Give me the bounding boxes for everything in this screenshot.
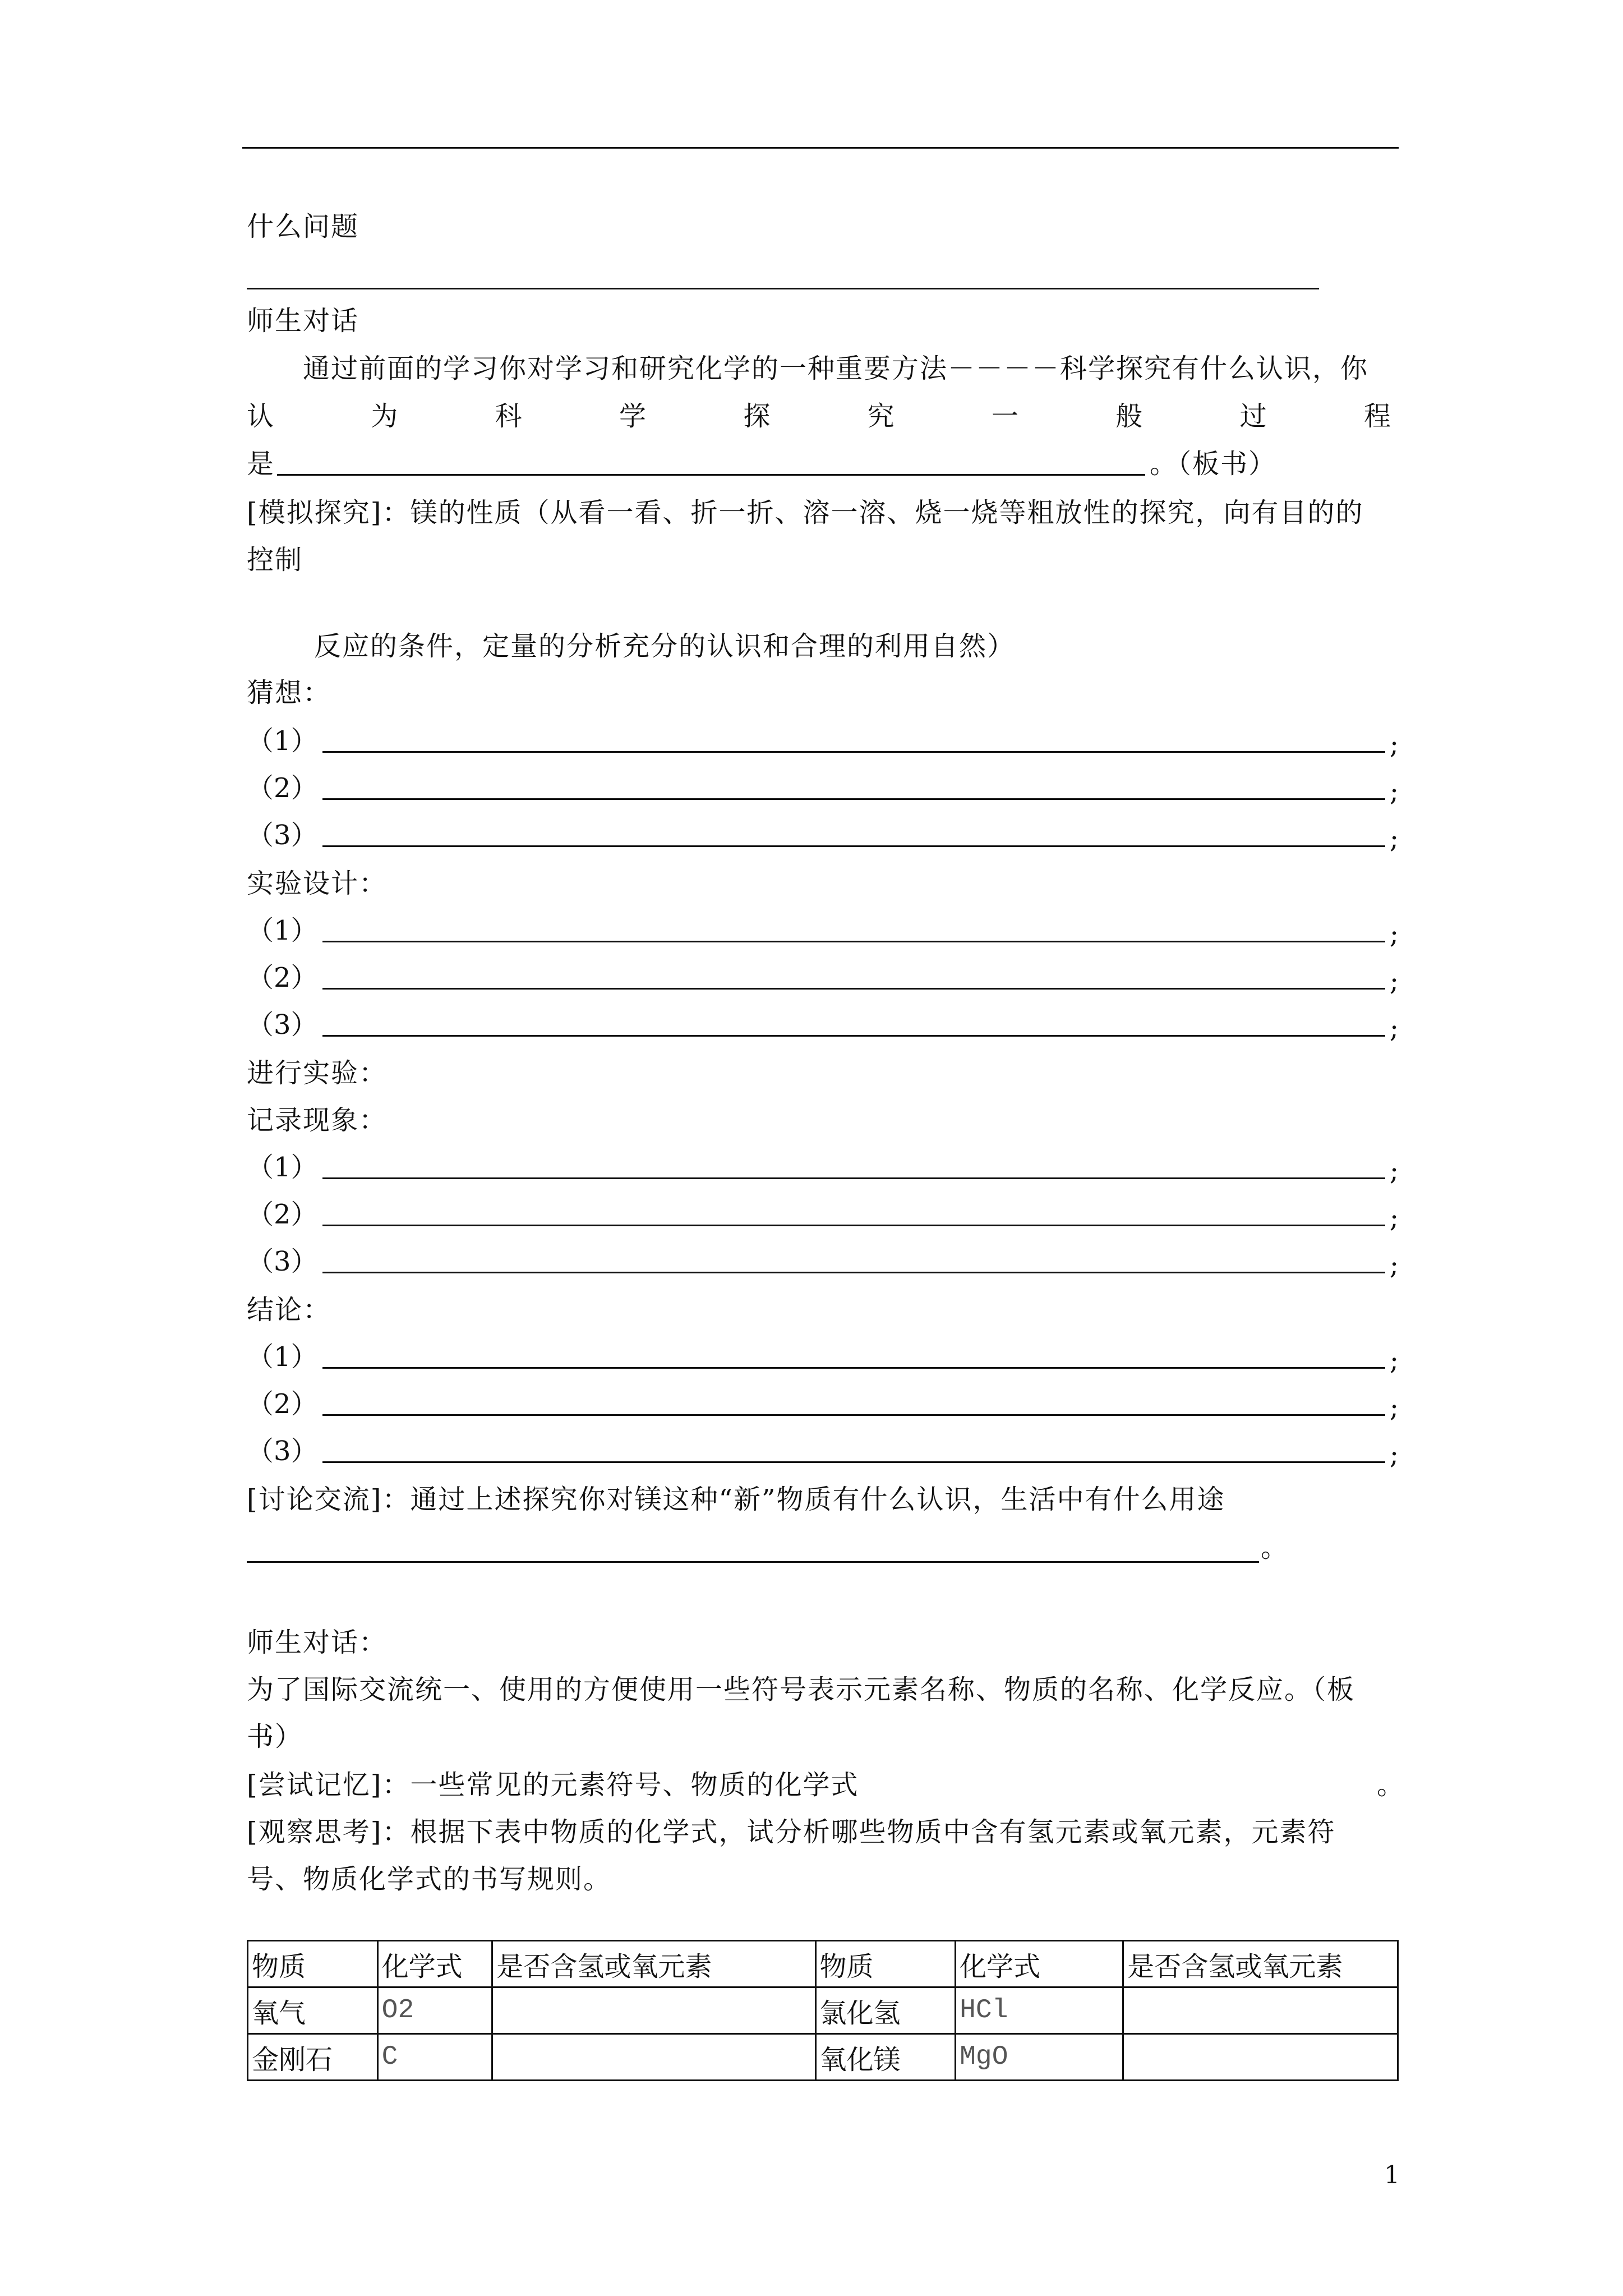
item-number: （3）	[247, 1246, 318, 1277]
item-number: （1）	[247, 1152, 318, 1183]
dialog-end-suffix: 。（板书）	[1150, 448, 1277, 480]
table-cell: C	[377, 2034, 492, 2081]
guess-item-3	[247, 817, 1399, 853]
dialog2-line1: 为了国际交流统一、使用的方便使用一些符号表示元素名称、物质的名称、化学反应。（板	[247, 1674, 1355, 1705]
table-row	[248, 1987, 1398, 2034]
record-item-3	[247, 1244, 1399, 1280]
simulated-inquiry-line1: [模拟探究]：镁的性质（从看一看、折一折、溶一溶、烧一烧等粗放性的探究，向有目的的	[247, 497, 1364, 528]
substance-table	[247, 1940, 1399, 2081]
table-header-cell: 物质	[815, 1941, 956, 1987]
simulated-inquiry-line2: 控制	[247, 544, 303, 576]
conclusion-item-2	[247, 1386, 1399, 1422]
dialog2-line2: 书）	[247, 1721, 303, 1752]
discussion-prompt: [讨论交流]：通过上述探究你对镁这种“新”物质有什么认识，生活中有什么用途	[247, 1484, 1225, 1515]
answer-field[interactable]	[322, 1272, 1385, 1273]
dialog-end-prefix: 是	[247, 448, 275, 480]
table-cell-blank[interactable]	[1123, 1987, 1398, 2034]
spread-char: 认	[247, 401, 274, 432]
spread-char: 过	[1239, 401, 1267, 432]
design-item-1	[247, 913, 1399, 949]
observe-line1: [观察思考]：根据下表中物质的化学式，试分析哪些物质中含有氢元素或氧元素，元素符	[247, 1816, 1336, 1848]
conclusion-item-1	[247, 1339, 1399, 1375]
item-number: （2）	[247, 962, 318, 993]
answer-field[interactable]	[322, 1414, 1385, 1416]
item-number: （2）	[247, 772, 318, 804]
question-answer-line	[247, 288, 1319, 289]
table-cell: 金刚石	[248, 2034, 378, 2081]
spread-char: 程	[1363, 401, 1391, 432]
table-cell: O2	[377, 1987, 492, 2034]
dialog-spread-line	[247, 398, 1391, 434]
item-number: （3）	[247, 820, 318, 851]
answer-field[interactable]	[322, 751, 1385, 753]
table-header-cell: 化学式	[377, 1941, 492, 1987]
answer-field[interactable]	[322, 798, 1385, 800]
answer-field[interactable]	[322, 1225, 1385, 1226]
table-header-cell: 是否含氢或氧元素	[492, 1941, 815, 1987]
page-number: 1	[1384, 2161, 1400, 2189]
table-cell-blank[interactable]	[492, 1987, 815, 2034]
semicolon: ;	[1389, 1249, 1399, 1281]
table-cell-blank[interactable]	[492, 2034, 815, 2081]
spread-char: 究	[867, 401, 895, 432]
semicolon: ;	[1389, 1155, 1399, 1186]
spread-char: 般	[1115, 401, 1143, 432]
dialog-paragraph: 通过前面的学习你对学习和研究化学的一种重要方法－－－－科学探究有什么认识，你	[303, 353, 1369, 384]
item-number: （1）	[247, 915, 318, 946]
record-item-2	[247, 1197, 1399, 1232]
table-cell: HCl	[956, 1987, 1123, 2034]
semicolon: ;	[1389, 918, 1399, 950]
try-memory-prompt: [尝试记忆]：一些常见的元素符号、物质的化学式	[247, 1769, 859, 1801]
header-rule	[242, 147, 1399, 149]
answer-field[interactable]	[322, 1367, 1385, 1369]
answer-field[interactable]	[322, 941, 1385, 942]
table-cell: 氧化镁	[815, 2034, 956, 2081]
answer-field[interactable]	[322, 1177, 1385, 1179]
semicolon: ;	[1389, 729, 1399, 760]
semicolon: ;	[1389, 965, 1399, 997]
semicolon: ;	[1389, 1013, 1399, 1044]
record-item-1	[247, 1149, 1399, 1185]
design-item-3	[247, 1007, 1399, 1043]
table-header-cell: 化学式	[956, 1941, 1123, 1987]
table-header-row	[248, 1941, 1398, 1987]
item-number: （3）	[247, 1009, 318, 1041]
section-title-conclusion: 结论：	[247, 1294, 331, 1326]
item-number: （2）	[247, 1388, 318, 1420]
answer-field[interactable]	[322, 845, 1385, 847]
guess-item-2	[247, 770, 1399, 806]
spread-char: 一	[991, 401, 1018, 432]
process-answer-line	[277, 474, 1145, 476]
design-item-2	[247, 960, 1399, 996]
conclusion-item-3	[247, 1433, 1399, 1469]
table-header-cell: 是否含氢或氧元素	[1123, 1941, 1398, 1987]
semicolon: ;	[1389, 1392, 1399, 1423]
semicolon: ;	[1389, 1439, 1399, 1470]
discussion-end: 。	[1261, 1532, 1289, 1563]
table-cell: 氯化氢	[815, 1987, 956, 2034]
simulated-inquiry-line3: 反应的条件，定量的分析充分的认识和合理的利用自然）	[314, 631, 1016, 662]
section-title-record: 记录现象：	[247, 1105, 388, 1136]
section-title-design: 实验设计：	[247, 868, 388, 899]
item-number: （2）	[247, 1199, 318, 1230]
guess-item-1	[247, 723, 1399, 759]
dialog-heading: 师生对话	[247, 305, 359, 337]
spread-char: 探	[743, 401, 771, 432]
discussion-answer-line[interactable]	[247, 1561, 1259, 1563]
try-memory-end: 。	[1377, 1769, 1405, 1801]
table-cell: 氧气	[248, 1987, 378, 2034]
table-cell: MgO	[956, 2034, 1123, 2081]
section-title-experiment: 进行实验：	[247, 1057, 388, 1089]
semicolon: ;	[1389, 1202, 1399, 1234]
spread-char: 为	[371, 401, 398, 432]
semicolon: ;	[1389, 776, 1399, 807]
answer-field[interactable]	[322, 1461, 1385, 1463]
dialog2-heading: 师生对话：	[247, 1627, 388, 1658]
item-number: （3）	[247, 1435, 318, 1467]
answer-field[interactable]	[322, 988, 1385, 990]
spread-char: 科	[495, 401, 522, 432]
answer-field[interactable]	[322, 1035, 1385, 1037]
table-header-cell: 物质	[248, 1941, 378, 1987]
item-number: （1）	[247, 1341, 318, 1373]
spread-char: 学	[619, 401, 646, 432]
question-heading: 什么问题	[247, 211, 359, 242]
table-cell-blank[interactable]	[1123, 2034, 1398, 2081]
semicolon: ;	[1389, 823, 1399, 854]
semicolon: ;	[1389, 1345, 1399, 1376]
item-number: （1）	[247, 725, 318, 757]
section-title-guess: 猜想：	[247, 677, 331, 708]
observe-line2: 号、物质化学式的书写规则。	[247, 1864, 612, 1895]
table-row	[248, 2034, 1398, 2081]
